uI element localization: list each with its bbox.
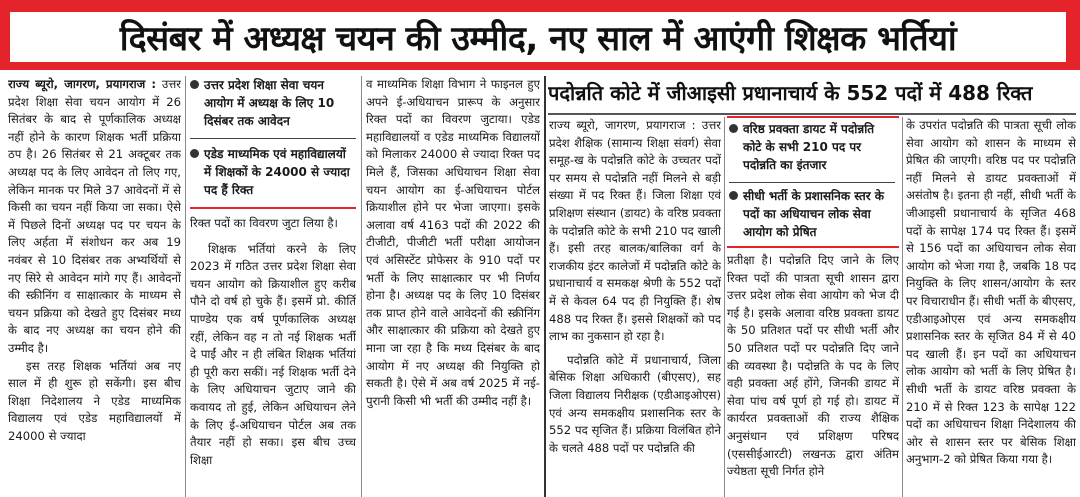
article1-column-1 (8, 76, 181, 497)
highlight-item: एडेड माध्यमिक एवं महाविद्यालयों में शिक्षकों के 24000 से ज्यादा पद हैं रिक्त (190, 145, 356, 199)
bullet-icon (190, 149, 199, 158)
article2-paragraph: के उपरांत पदोन्नति की पात्रता सूची लोक सेवा आयोग को शासन के माध्यम से प्रेषित की जाएगी। वरिष्ठ पद पर पदोन्नति नहीं मिलने से डायट प्रवक्ताओं में असंतोष है। इतना ही नहीं, सीधी भर्ती के जीआइसी प्रधानाचार्य के सृजित 468 पदों के सापेक्ष 174 पद रिक्त हैं। इसमें से 156 पदों का अधियाचन लोक सेवा आयोग को भेजा गया है, जबकि 18 पद नियुक्ति के लिए शासन/आयोग के स्तर पर विचाराधीन हैं। सीधी भर्ती के बीएसए, एडीआइओएस एवं अन्य समकक्षीय प्रशासनिक स्तर के सृजित 84 में से 40 पद खाली हैं। इन पदों का अधियाचन लोक आयोग को भर्ती के लिए प्रेषित है। सीधी भर्ती के डायट वरिष्ठ प्रवक्ता के 210 में से रिक्त 123 के सापेक्ष 122 पदों का अधियाचन शिक्षा निदेशालय की ओर से शासन स्तर पर बेसिक शिक्षा अनुभाग-2 को प्रेषित किया गया है। (906, 118, 1076, 467)
column-divider (185, 76, 186, 497)
article2-headline-rule (548, 113, 1076, 115)
highlight-bottom-rule (190, 207, 356, 209)
highlight-divider (729, 182, 895, 183)
bullet-icon (190, 80, 199, 89)
article2-paragraph: पदोन्नति कोटे में प्रधानाचार्य, जिला बेसिक शिक्षा अधिकारी (बीएसए), सह जिला विद्यालय निरीक्षक (एडीआइओएस) एवं अन्य समकक्षीय प्रशासनिक स्तर के 552 पद सृजित हैं। प्रक्रिया विलंबित होने के चलते 488 पदों पर पदोन्नति की (549, 352, 721, 455)
highlight-item: सीधी भर्ती के प्रशासनिक स्तर के पदों का अधियाचन लोक सेवा आयोग को प्रेषित (729, 187, 895, 241)
article1-paragraph: रिक्त पदों का विवरण जुटा लिया है। (190, 216, 338, 230)
highlight-item: उत्तर प्रदेश शिक्षा सेवा चयन आयोग में अध्यक्ष के लिए 10 दिसंबर तक आवेदन (190, 76, 356, 130)
article2-highlights (727, 116, 899, 250)
headline-box (8, 10, 1068, 64)
article2-paragraph: प्रतीक्षा है। पदोन्नति दिए जाने के लिए रिक्त पदों की पात्रता सूची शासन द्वारा उत्तर प्रदेश लोक सेवा आयोग को भेज दी गई है। इसके अलावा वरिष्ठ प्रवक्ता डायट के 50 प्रतिशत पदों पर सीधी भर्ती और 50 प्रतिशत पदों पर पदोन्नति दिए जाने की व्यवस्था है। पदोन्नति के पद के लिए वही प्रवक्ता अर्ह होंगे, जिनकी डायट में सेवा पांच वर्ष पूर्ण हो गई हो। डायट में कार्यरत प्रवक्ताओं की राज्य शैक्षिक अनुसंधान एवं प्रशिक्षण परिषद (एससीईआरटी) लखनऊ द्वारा अंतिम ज्येष्ठता सूची निर्गत होने (727, 253, 899, 479)
article1-column-2 (190, 76, 356, 497)
bullet-icon (729, 124, 738, 133)
article2-column-2 (727, 252, 899, 497)
bullet-icon (729, 191, 738, 200)
article1-column-3 (366, 76, 540, 497)
column-divider (902, 117, 903, 497)
main-headline: दिसंबर में अध्यक्ष चयन की उम्मीद, नए साल में आएंगी शिक्षक भर्तियां (119, 19, 957, 59)
article2-column-3 (906, 117, 1076, 497)
article1-highlights (190, 76, 356, 199)
article1-paragraph: इस तरह शिक्षक भर्तियां अब नए साल में ही शुरू हो सकेंगी। इस बीच शिक्षा निदेशालय ने एडेड माध्यमिक विद्यालय एवं एडेड महाविद्यालयों में 24000 से ज्यादा (8, 358, 181, 443)
highlight-item: वरिष्ठ प्रवक्ता डायट में पदोन्नति कोटे के सभी 210 पद पर पदोन्नति का इंतजार (729, 120, 895, 174)
article1-paragraph (8, 76, 181, 358)
column-divider (361, 76, 362, 497)
article-divider (544, 76, 546, 497)
article1-text: उत्तर प्रदेश शिक्षा सेवा चयन आयोग में 26 सितंबर के बाद से पूर्णकालिक अध्यक्ष नहीं होने के कारण शिक्षक भर्ती प्रक्रिया ठप है। 26 सितंबर से 21 अक्टूबर तक अध्यक्ष पद के लिए आवेदन तो लिए गए, लेकिन मानक पर मिले 37 आवेदनों में से किसी का चयन नहीं किया जा सका। ऐसे में पिछले दिनों अध्यक्ष पद पर चयन के लिए अर्हता में संशोधन कर अब 19 नवंबर से 10 दिसंबर तक अभ्यर्थियों से नए सिरे से आवेदन मांगे गए हैं। आवेदनों की स्क्रीनिंग व साक्षात्कार के माध्यम से चयन प्रक्रिया को देखते हुए दिसंबर मध्य के बाद नए अध्यक्ष का चयन होने की उम्मीद है। (8, 77, 181, 355)
article2-column-1 (549, 117, 721, 497)
highlight-bottom-rule (727, 246, 899, 248)
article2-headline: पदोन्नति कोटे में जीआइसी प्रधानाचार्य के 552 पदों में 488 रिक्त (548, 80, 1033, 105)
column-divider (724, 117, 725, 497)
article1-paragraph: व माध्यमिक शिक्षा विभाग ने फाइनल हुए अपने ई-अधियाचन प्रारूप के अनुसार रिक्त पदों का विवरण जुटाया। एडेड महाविद्यालयों व एडेड माध्यमिक विद्यालयों को मिलाकर 24000 से ज्यादा रिक्त पद मिले हैं, जिसका अधियाचन शिक्षा सेवा चयन आयोग का ई-अधियाचन पोर्टल क्रियाशील होने पर भेजा जाएगा। इसके अलावा वर्ष 4163 पदों की 2022 की टीजीटी, पीजीटी भर्ती परीक्षा आयोजन एवं असिस्टेंट प्रोफेसर के 910 पदों पर भर्ती के लिए साक्षात्कार पर भी निर्णय होना है। अध्यक्ष पद के लिए 10 दिसंबर तक प्राप्त होने वाले आवेदनों की स्क्रीनिंग और साक्षात्कार की प्रक्रिया को देखते हुए माना जा रहा है कि मध्य दिसंबर के बाद आयोग में नए अध्यक्ष की नियुक्ति हो सकती है। ऐसे में अब वर्ष 2025 में नई-पुरानी किसी भी भर्ती की उम्मीद नहीं है। (366, 77, 540, 408)
article1-paragraph: शिक्षक भर्तियां करने के लिए 2023 में गठित उत्तर प्रदेश शिक्षा सेवा चयन आयोग को क्रियाशील हुए करीब पौने दो वर्ष हो चुके हैं। इसमें प्रो. कीर्ति पाण्डेय एक वर्ष पूर्णकालिक अध्यक्ष रहीं, लेकिन वह न तो नई शिक्षक भर्ती दे पाईं और न ही लंबित शिक्षक भर्तियां ही पूरी करा सकीं। नई शिक्षक भर्ती देने के लिए अधियाचन जुटाए जाने की कवायद तो हुई, लेकिन अधियाचन लेने के लिए ई-अधियाचन पोर्टल अब तक तैयार नहीं हो सका। इस बीच उच्च शिक्षा (190, 241, 356, 467)
article2-paragraph: राज्य ब्यूरो, जागरण, प्रयागराज : उत्तर प्रदेश शैक्षिक (सामान्य शिक्षा संवर्ग) सेवा समूह-ख के पदोन्नति कोटे के उच्चतर पदों पर समय से पदोन्नति नहीं मिलने से बड़ी संख्या में पद रिक्त हैं। जिला शिक्षा एवं प्रशिक्षण संस्थान (डायट) के वरिष्ठ प्रवक्ता के पदोन्नति कोटे के सभी 210 पद खाली हैं। इसी तरह बालक/बालिका वर्ग के राजकीय इंटर कालेजों में पदोन्नति कोटे के प्रधानाचार्य व समकक्ष श्रेणी के 552 पदों में से केवल 64 पद ही नियुक्ति हैं। शेष 488 पद रिक्त हैं। इससे शिक्षकों को पद लाभ का नुकसान हो रहा है। (549, 118, 721, 344)
highlight-divider (190, 138, 356, 139)
article1-byline: राज्य ब्यूरो, जागरण, प्रयागराज : (8, 77, 157, 91)
